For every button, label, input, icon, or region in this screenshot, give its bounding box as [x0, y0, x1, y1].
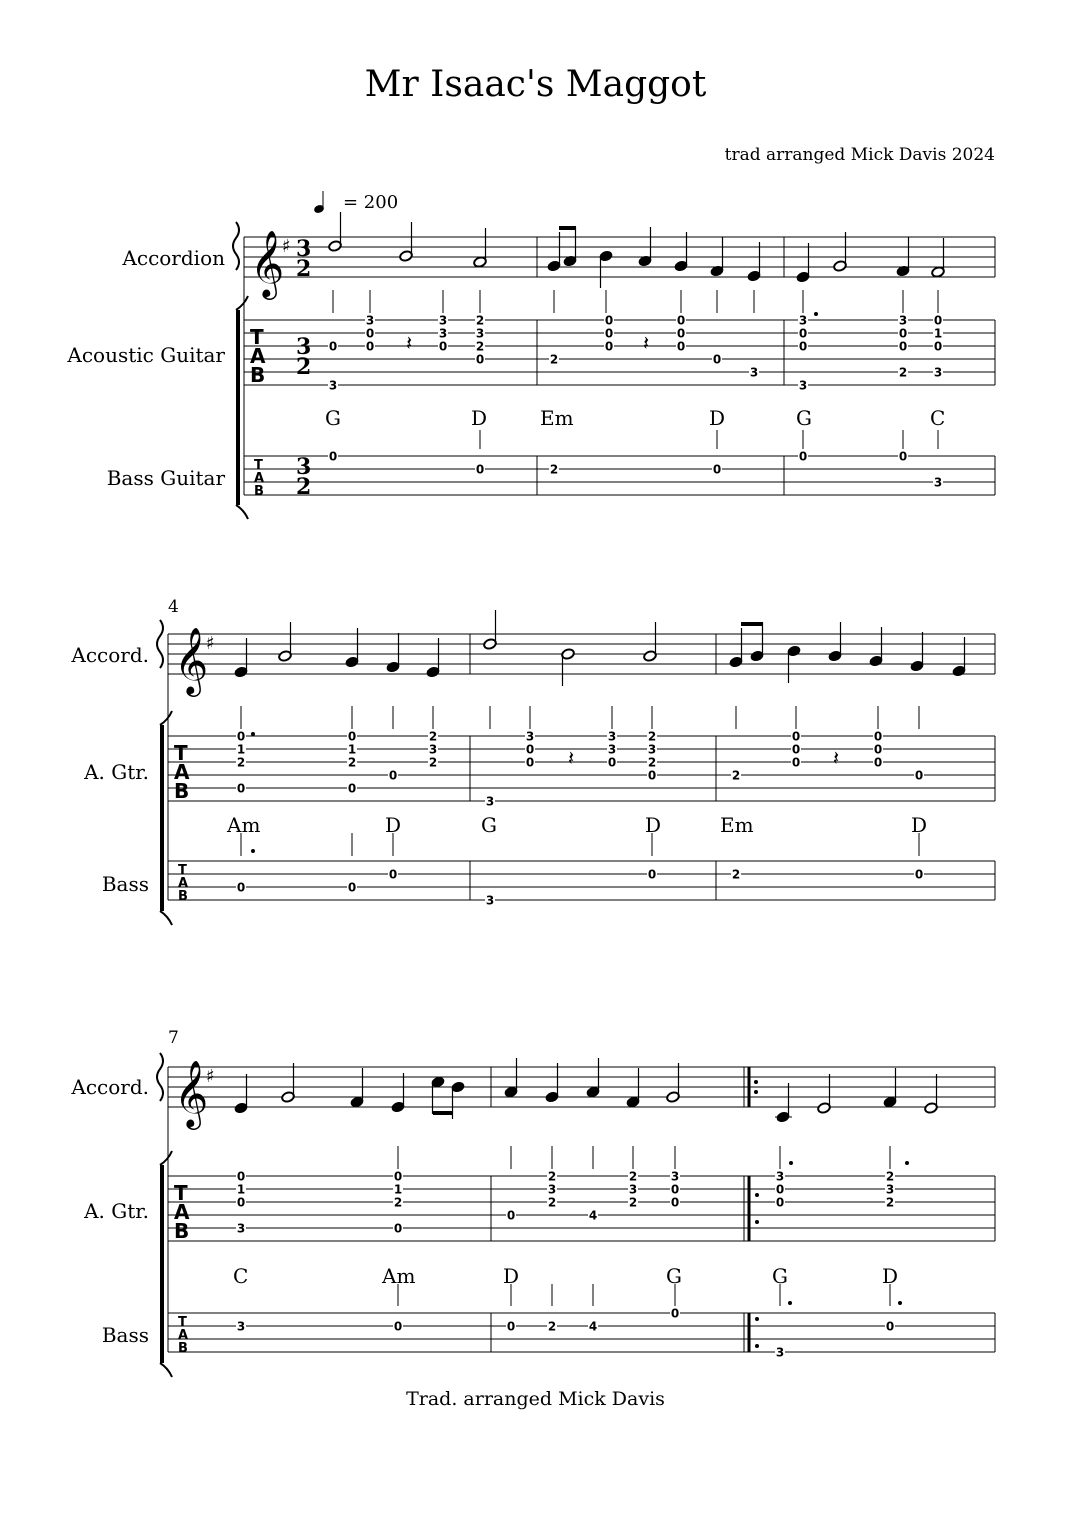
tab-clef-icon: T	[178, 1315, 187, 1330]
tab-number: 0	[393, 1221, 403, 1236]
quarter-rest-icon: 𝄽	[406, 331, 413, 355]
tab-number: 0	[791, 755, 801, 770]
tab-number: 2	[647, 729, 657, 744]
instrument-label-accordion-short: Accord.	[71, 1075, 149, 1099]
tab-number: 0	[647, 867, 657, 882]
tab-number: 2	[475, 313, 485, 328]
tab-number: 0	[525, 742, 535, 757]
tab-number: 0	[347, 880, 357, 895]
tab-number: 2	[547, 1195, 557, 1210]
time-signature: 2	[296, 474, 312, 500]
chord-symbol: D	[503, 1264, 520, 1288]
tab-number: 0	[873, 729, 883, 744]
treble-clef-icon: 𝄞	[174, 626, 209, 694]
tab-number: 0	[775, 1182, 785, 1197]
tab-number: 3	[475, 326, 485, 341]
note	[483, 610, 497, 650]
tab-number: 0	[393, 1319, 403, 1334]
tab-number: 3	[485, 794, 495, 809]
chord-symbol: C	[930, 406, 946, 430]
instrument-label-accordion-short: Accord.	[71, 643, 149, 667]
tab-number: 0	[676, 313, 686, 328]
chord-symbol: G	[481, 813, 497, 837]
chord-symbol: Am	[227, 813, 261, 837]
time-signature: 3	[296, 454, 312, 480]
note	[952, 637, 966, 677]
tab-lines	[168, 1176, 995, 1241]
staff-lines	[168, 634, 995, 674]
tab-number: 0	[933, 313, 943, 328]
tab-number: 0	[914, 768, 924, 783]
tab-number: 3	[485, 893, 495, 908]
tab-number: 0	[365, 326, 375, 341]
sharp-icon: ♯	[206, 1066, 215, 1087]
chord-symbol: G	[772, 1264, 788, 1288]
note	[796, 243, 810, 283]
tab-number: 3	[438, 326, 448, 341]
tab-number: 0	[604, 326, 614, 341]
note	[473, 228, 487, 268]
chord-symbol: C	[233, 1264, 249, 1288]
tab-number: 3	[428, 742, 438, 757]
chord-symbol: Am	[382, 1264, 416, 1288]
tab-number: 0	[670, 1182, 680, 1197]
tab-number: 0	[775, 1195, 785, 1210]
tab-lines	[168, 861, 995, 900]
quarter-rest-icon: 𝄽	[643, 331, 650, 355]
tab-lines	[168, 736, 995, 801]
tab-clef-icon: T	[178, 863, 187, 878]
staff-lines	[168, 1067, 995, 1107]
instrument-label-accordion: Accordion	[122, 246, 225, 270]
tab-number: 4	[588, 1208, 598, 1223]
tab-number: 2	[475, 339, 485, 354]
tab-number: 0	[347, 729, 357, 744]
tab-number: 0	[388, 768, 398, 783]
rhythm-stems	[241, 290, 938, 1306]
tab-number: 2	[898, 365, 908, 380]
chord-symbol: D	[882, 1264, 899, 1288]
footer-credit: Trad. arranged Mick Davis	[406, 1388, 665, 1410]
tab-number: 0	[236, 781, 246, 796]
time-signature: 3	[296, 334, 312, 360]
tab-clef-icon: A	[174, 1200, 190, 1224]
tab-clef-icon: B	[178, 889, 188, 904]
augmentation-dot	[905, 1161, 909, 1165]
tab-number: 0	[236, 880, 246, 895]
page-title: Mr Isaac's Maggot	[364, 64, 707, 105]
note	[451, 1081, 465, 1119]
tab-number: 0	[475, 462, 485, 477]
note	[281, 1063, 295, 1103]
tab-clef-icon: B	[174, 1219, 190, 1243]
tab-number: 0	[712, 462, 722, 477]
tab-number: 2	[547, 1319, 557, 1334]
tab-number: 3	[438, 313, 448, 328]
tab-clef-icon: T	[174, 1181, 188, 1205]
tab-number: 3	[628, 1182, 638, 1197]
tab-number: 0	[328, 339, 338, 354]
tab-number: 3	[670, 1169, 680, 1184]
tab-number: 2	[885, 1169, 895, 1184]
tab-number: 1	[236, 1182, 246, 1197]
tab-number: 3	[236, 1221, 246, 1236]
tab-clef-icon: B	[254, 484, 264, 499]
tab-number: 0	[236, 729, 246, 744]
tempo-marking: = 200	[343, 192, 399, 213]
tab-number: 3	[607, 742, 617, 757]
tab-clef-icon: T	[254, 458, 263, 473]
tab-number: 1	[236, 742, 246, 757]
note	[545, 1063, 559, 1103]
tab-number: 0	[798, 449, 808, 464]
tab-number: 1	[393, 1182, 403, 1197]
quarter-rest-icon: 𝄽	[833, 746, 840, 770]
augmentation-dot	[788, 1301, 792, 1305]
instrument-label-bass-short: Bass	[101, 872, 149, 896]
chord-symbol: D	[645, 813, 662, 837]
tab-number: 0	[670, 1195, 680, 1210]
tab-clef-icon: A	[178, 876, 189, 891]
note	[547, 232, 561, 272]
note	[674, 232, 688, 272]
augmentation-dot	[789, 1161, 793, 1165]
tab-number: 3	[933, 365, 943, 380]
tab-number: 3	[798, 313, 808, 328]
tab-number: 1	[347, 742, 357, 757]
instrument-label-guitar-short: A. Gtr.	[84, 1199, 149, 1223]
tab-number: 0	[506, 1319, 516, 1334]
tab-number: 3	[365, 313, 375, 328]
tab-number: 0	[604, 339, 614, 354]
tab-number: 2	[647, 755, 657, 770]
note	[561, 648, 575, 686]
note	[386, 633, 400, 673]
tab-number: 2	[731, 867, 741, 882]
tab-number: 3	[798, 378, 808, 393]
tab-number: 0	[604, 313, 614, 328]
tab-number: 0	[676, 339, 686, 354]
tab-clef-icon: A	[178, 1328, 189, 1343]
time-signature: 3	[296, 236, 312, 262]
treble-clef-icon: 𝄞	[250, 229, 285, 297]
tab-number: 2	[549, 462, 559, 477]
tab-clef-icon: B	[178, 1341, 188, 1356]
tab-clef-icon: B	[250, 363, 266, 387]
tab-number: 3	[547, 1182, 557, 1197]
note	[391, 1073, 405, 1113]
tab-number: 0	[712, 352, 722, 367]
tab-number: 2	[628, 1195, 638, 1210]
tab-number: 0	[798, 339, 808, 354]
tab-clef-icon: A	[250, 344, 266, 368]
tab-number: 0	[388, 867, 398, 882]
instrument-label-guitar: Acoustic Guitar	[67, 343, 225, 367]
tab-number: 0	[914, 867, 924, 882]
chord-symbol: Em	[720, 813, 754, 837]
tab-number: 0	[798, 326, 808, 341]
tab-clef-icon: T	[174, 741, 188, 765]
tab-number: 0	[475, 352, 485, 367]
tab-clef-icon: A	[254, 471, 265, 486]
note	[234, 1074, 248, 1114]
quarter-rest-icon: 𝄽	[568, 746, 575, 770]
tab-number: 2	[547, 1169, 557, 1184]
tab-number: 0	[647, 768, 657, 783]
tab-number: 0	[676, 326, 686, 341]
augmentation-dot	[251, 732, 255, 736]
tab-number: 3	[885, 1182, 895, 1197]
tab-number: 0	[607, 755, 617, 770]
sharp-icon: ♯	[282, 236, 291, 257]
tab-number: 2	[236, 755, 246, 770]
chord-symbol: G	[666, 1264, 682, 1288]
note	[666, 1063, 680, 1103]
tab-number: 3	[775, 1169, 785, 1184]
tab-number: 0	[670, 1306, 680, 1321]
note	[833, 232, 847, 272]
note	[750, 622, 764, 662]
instrument-label-guitar-short: A. Gtr.	[84, 760, 149, 784]
instrument-label-bass-short: Bass	[101, 1323, 149, 1347]
tab-clef-icon: B	[174, 779, 190, 803]
measure-number: 4	[168, 597, 179, 617]
sharp-icon: ♯	[206, 633, 215, 654]
note	[328, 212, 342, 252]
note	[399, 222, 413, 262]
tab-number: 2	[393, 1195, 403, 1210]
tab-number: 2	[628, 1169, 638, 1184]
tab-number: 0	[873, 755, 883, 770]
augmentation-dot	[898, 1301, 902, 1305]
tab-number: 3	[775, 1345, 785, 1360]
tab-number: 4	[588, 1319, 598, 1334]
tab-number: 3	[607, 729, 617, 744]
tab-number: 3	[749, 365, 759, 380]
tab-number: 0	[328, 449, 338, 464]
note	[431, 1076, 445, 1114]
tab-number: 3	[898, 313, 908, 328]
composer-credit: trad arranged Mick Davis 2024	[724, 145, 995, 165]
tab-lines	[244, 320, 995, 385]
tab-number: 0	[525, 755, 535, 770]
tab-lines	[168, 1313, 995, 1352]
measure-number: 7	[168, 1028, 179, 1048]
tempo-quarter-note-icon	[314, 191, 325, 214]
note	[883, 1068, 897, 1108]
tab-number: 3	[328, 378, 338, 393]
chord-symbol: G	[796, 406, 812, 430]
tab-number: 1	[933, 326, 943, 341]
tab-number: 2	[549, 352, 559, 367]
chord-symbol: D	[385, 813, 402, 837]
note	[931, 238, 945, 278]
augmentation-dot	[251, 849, 255, 853]
chord-symbol: D	[911, 813, 928, 837]
tab-number: 0	[885, 1319, 895, 1334]
tab-number: 0	[791, 729, 801, 744]
tab-number: 3	[933, 475, 943, 490]
note	[504, 1058, 518, 1098]
tab-number: 2	[428, 729, 438, 744]
tab-number: 0	[791, 742, 801, 757]
tab-number: 0	[933, 339, 943, 354]
note	[869, 627, 883, 667]
note	[350, 1068, 364, 1108]
tab-number: 0	[393, 1169, 403, 1184]
note	[910, 632, 924, 672]
accordion-notes	[234, 212, 966, 1123]
tab-number: 0	[898, 326, 908, 341]
chord-symbol: D	[709, 406, 726, 430]
note	[278, 622, 292, 662]
tab-number: 3	[236, 1319, 246, 1334]
tab-number: 3	[525, 729, 535, 744]
time-signature: 2	[296, 256, 312, 282]
note	[747, 242, 761, 282]
tab-number: 0	[873, 742, 883, 757]
note	[924, 1074, 938, 1114]
tab-number: 0	[898, 449, 908, 464]
note	[599, 250, 613, 288]
tab-number: 0	[236, 1169, 246, 1184]
tab-clef-icon: A	[174, 760, 190, 784]
tab-number: 2	[885, 1195, 895, 1210]
tab-number: 0	[506, 1208, 516, 1223]
note	[586, 1058, 600, 1098]
chord-symbol: G	[325, 406, 341, 430]
tab-number: 0	[365, 339, 375, 354]
chord-symbol: Em	[540, 406, 574, 430]
note	[626, 1068, 640, 1108]
tab-number: 0	[438, 339, 448, 354]
repeat-sign	[754, 1080, 759, 1348]
tab-number: 3	[647, 742, 657, 757]
instrument-label-bass: Bass Guitar	[106, 466, 225, 490]
tab-lines	[244, 456, 995, 495]
note	[817, 1074, 831, 1114]
tab-number: 2	[428, 755, 438, 770]
time-signature: 2	[296, 354, 312, 380]
augmentation-dot	[814, 312, 818, 316]
tab-number: 2	[731, 768, 741, 783]
note	[828, 622, 842, 662]
tab-number: 0	[347, 781, 357, 796]
tab-number: 0	[236, 1195, 246, 1210]
note	[643, 622, 657, 662]
tab-number: 0	[898, 339, 908, 354]
tab-number: 2	[347, 755, 357, 770]
staff-lines	[244, 237, 995, 277]
tab-clef-icon: T	[250, 325, 264, 349]
chord-symbol: D	[471, 406, 488, 430]
treble-clef-icon: 𝄞	[174, 1059, 209, 1127]
